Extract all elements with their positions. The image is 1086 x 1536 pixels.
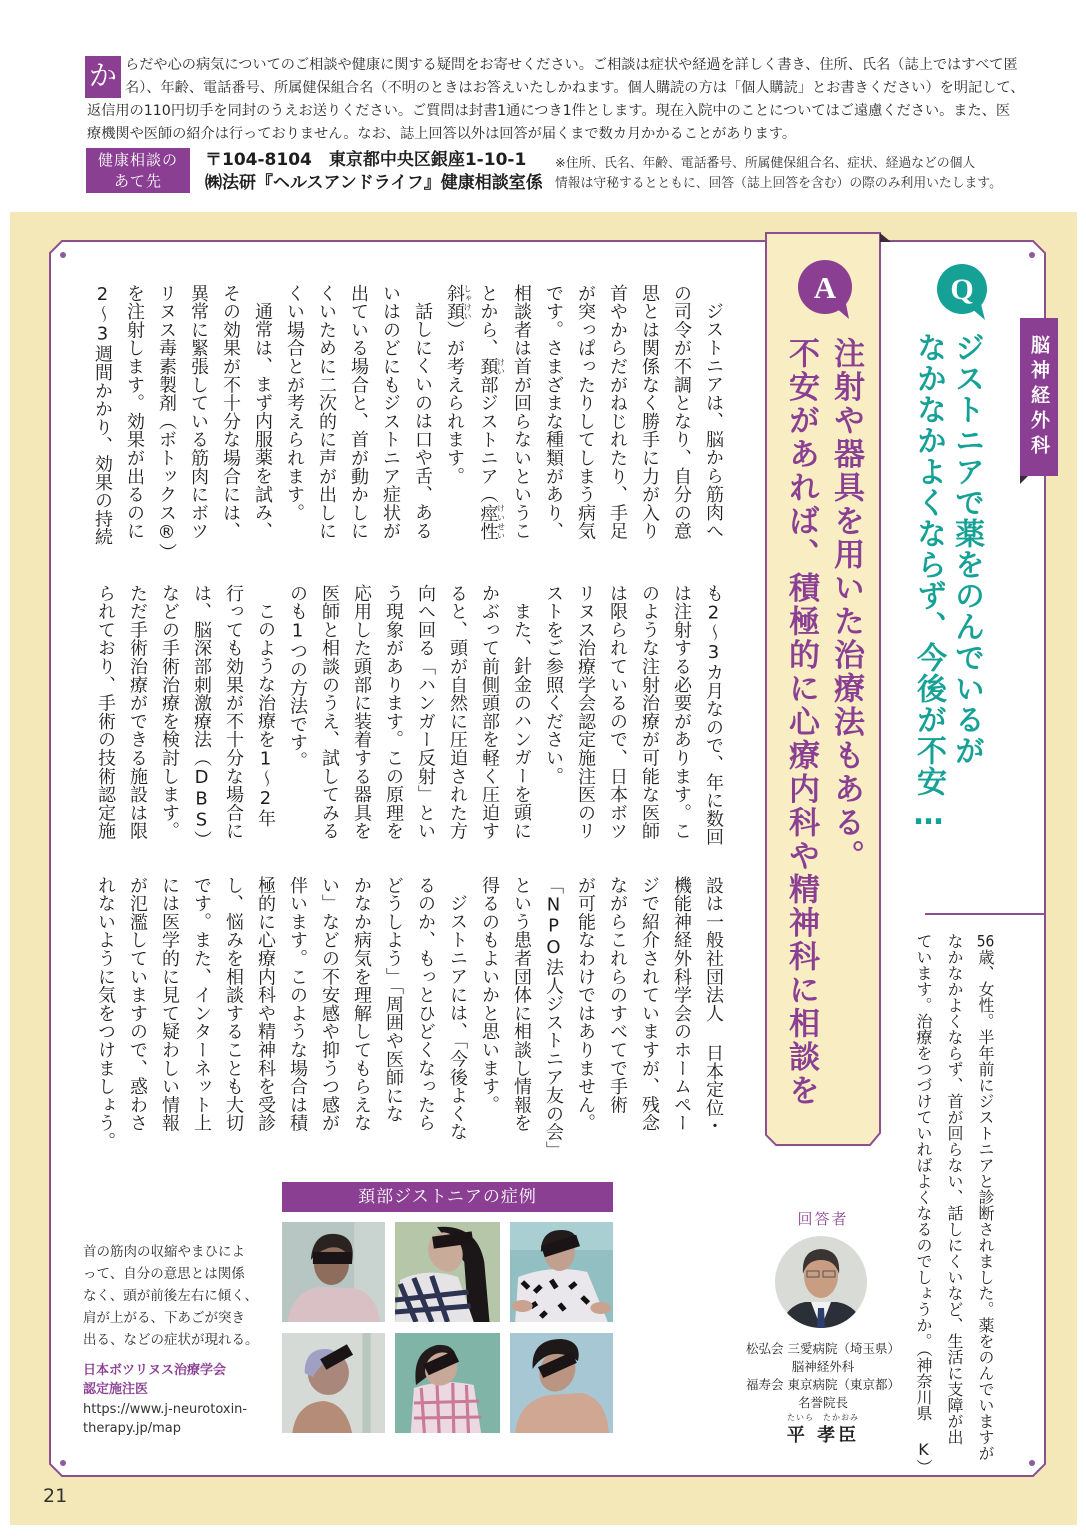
- postal-address: 〒104-8104 東京都中央区銀座1-10-1: [205, 150, 527, 170]
- body-line: このような治療を1〜2年: [255, 602, 276, 828]
- body-line: 思とは関係なく勝手に力が入り: [639, 284, 660, 541]
- department-tag-label: 脳神経外科: [1028, 334, 1050, 460]
- body-line: ジストニアには、「今後よくな: [447, 894, 468, 1142]
- body-line: が氾濫していますので、惑わさ: [127, 876, 148, 1133]
- question-headline-line: なかなかよくならず、今後が不安…: [911, 332, 946, 833]
- society-name: 日本ボツリヌス治療学会: [83, 1363, 227, 1378]
- intro-line: 療機関や医師の紹介は行っておりません。なお、誌上回答以外は回答が届くまで数カ月かかることがあります。: [87, 126, 797, 142]
- body-line: 応用した頭部に装着する器具を: [351, 584, 372, 841]
- body-line: ると、頭が自然に圧迫された方: [447, 584, 468, 841]
- recipient-address: ㈱法研『ヘルスアンドライフ』健康相談室係: [205, 173, 543, 193]
- body-line: を注射します。効果が出るのに: [124, 284, 145, 541]
- figure-caption-line: 出る、などの症状が現れる。: [83, 1332, 259, 1348]
- answer-body-block-2: [89, 584, 729, 850]
- body-line: リヌス治療学会認定施注医のリ: [575, 584, 596, 841]
- answer-badge-icon: [797, 259, 859, 323]
- body-line: 得るのもよいかと思います。: [479, 876, 500, 1114]
- body-line: は、脳深部刺激療法（DBS）: [191, 584, 212, 850]
- body-line: 出ている場合と、首が動かしに: [348, 284, 369, 541]
- body-line: ながらこれらのすべてで手術: [607, 876, 628, 1114]
- body-line: られており、手術の技術認定施: [95, 584, 116, 841]
- body-line: 設は一般社団法人 日本定位・: [703, 876, 724, 1136]
- body-line: 2〜3週間かかり、効果の持続: [92, 284, 113, 547]
- body-line: どうしよう」「周囲や医師にな: [383, 876, 404, 1124]
- department-tag: [1020, 318, 1058, 476]
- body-line: くい場合とが考えられます。: [284, 284, 305, 522]
- body-line: ただ手術治療ができる施設は限: [127, 584, 148, 841]
- page-number: 21: [43, 1485, 68, 1507]
- figure-caption-line: 首の筋肉の収縮やまひによ: [83, 1244, 245, 1260]
- case-photo: [510, 1333, 613, 1433]
- body-line: かぶって前側頭部を軽く圧迫す: [479, 584, 500, 841]
- body-line: 医師と相談のうえ、試してみる: [319, 584, 340, 841]
- intro-line: 返信用の110円切手を同封のうえお送りください。ご質問は封書1通につき1件とします。現在入院中のことについてはご遠慮ください。また、医: [87, 103, 1011, 119]
- case-photo: [510, 1222, 613, 1322]
- body-line: くいために二次的に声が出しに: [316, 284, 337, 541]
- body-line: し、悩みを相談することも大切: [223, 876, 244, 1133]
- body-line: 異常に緊張している筋肉にボツ: [188, 284, 209, 541]
- body-line: ジストニアは、脳から筋肉へ: [703, 302, 724, 540]
- body-line: るのか、もっとひどくなったら: [415, 876, 436, 1133]
- answerer-affiliation: 脳神経外科: [791, 1359, 855, 1374]
- body-line: も2〜3カ月なので、年に数回: [703, 584, 724, 847]
- body-line: です。さまざまな種類があり、: [543, 284, 564, 541]
- case-photo: [282, 1333, 385, 1433]
- figure-caption-line: なく、頭が前後左右に傾く、: [83, 1288, 258, 1304]
- answerer-label: 回答者: [797, 1210, 849, 1228]
- question-headline: [909, 332, 985, 852]
- privacy-note-line: ※住所、氏名、年齢、電話番号、所属健保組合名、症状、経過などの個人: [555, 156, 976, 171]
- ruby-annotation: 痙性けいせい: [477, 503, 506, 541]
- body-line: 向へ回る「ハンガー反射」とい: [415, 584, 436, 841]
- answerer-affiliation: 松弘会 三愛病院（埼玉県）: [746, 1341, 900, 1356]
- case-photo: [282, 1222, 385, 1322]
- answerer-name-reading: たいら たかおみ: [787, 1413, 859, 1422]
- body-line: 伴います。このような場合は積: [287, 876, 308, 1133]
- body-line: 話しにくいのは口や舌、ある: [412, 302, 433, 540]
- ruby-annotation: 頚けい: [477, 357, 506, 376]
- answer-body-block-3: [89, 876, 729, 1160]
- answerer-photo: [775, 1236, 867, 1328]
- answerer-affiliation: 福寿会 東京病院（東京都）: [746, 1377, 900, 1392]
- body-line: れないように気をつけましょう。: [95, 876, 116, 1151]
- answer-headline: [778, 337, 868, 1137]
- address-label-line: 健康相談の: [97, 151, 178, 169]
- intro-line: 名）、年齢、電話番号、所属健保組合名（不明のときはお答えいたしかねます。個人購読の方は「個人購読」とお書きください）を明記して、: [125, 80, 1025, 96]
- question-line: なかなかよくならず、首が回らない、話しにくいなど、生活に支障が出: [945, 933, 964, 1445]
- answerer-name: 平 孝臣: [786, 1425, 860, 1446]
- figure-caption-line: 肩が上がる、下あごが突き: [83, 1310, 245, 1326]
- body-line: 通常は、まず内服薬を試み、: [252, 302, 273, 540]
- intro-line: らだや心の病気についてのご相談や健康に関する疑問をお寄せください。ご相談は症状や経過を詳しく書き、住所、氏名（誌上ではすべて匿: [125, 57, 1018, 73]
- society-url: https://www.j-neurotoxin-: [83, 1402, 248, 1417]
- case-photo: [395, 1222, 500, 1322]
- body-line: う現象があります。この原理を: [383, 584, 404, 841]
- body-line: 斜頚しゃけい）が考えられます。: [444, 284, 472, 486]
- body-line: は注射する必要があります。こ: [671, 584, 692, 841]
- answer-headline-line: 不安があれば、積極的に心療内科や精神科に相談を: [783, 337, 819, 1108]
- body-line: という患者団体に相談し情報を: [511, 876, 532, 1133]
- address-label-line: あて先: [113, 172, 162, 190]
- society-url: therapy.jp/map: [83, 1421, 181, 1436]
- body-line: は限られているので、日本ボツ: [607, 584, 628, 841]
- body-line: の司令が不調となり、自分の意: [671, 284, 692, 541]
- body-line: が突っぱったりしてしまう病気: [575, 284, 596, 541]
- svg-text:Q: Q: [950, 273, 974, 306]
- body-line: 行っても効果が不十分な場合に: [223, 584, 244, 841]
- question-badge-icon: [935, 262, 993, 324]
- body-line: また、針金のハンガーを頭に: [511, 602, 532, 840]
- body-line: 機能神経外科学会のホームペー: [671, 876, 692, 1133]
- case-photo: [395, 1333, 500, 1433]
- figure-title: 頚部ジストニアの症例: [282, 1182, 613, 1212]
- body-line: 首やからだがねじれたり、手足: [607, 284, 628, 541]
- body-line: い」などの不安感や抑うつ感が: [319, 876, 340, 1133]
- figure-caption-line: って、自分の意思とは関係: [83, 1266, 245, 1282]
- body-line: リヌス毒素製剤（ボトックス®）: [156, 284, 177, 562]
- body-line: 極的に心療内科や精神科を受診: [255, 876, 276, 1133]
- privacy-note-line: 情報は守秘するとともに、回答（誌上回答を含む）の際のみ利用いたします。: [555, 176, 1002, 191]
- answerer-title: 名誉院長: [797, 1395, 848, 1410]
- ruby-annotation: 斜頚しゃけい: [444, 284, 472, 321]
- body-line: その効果が不十分な場合には、: [220, 284, 241, 541]
- question-line: ています。治療をつづけていればよくなるのでしょうか。（神奈川県 K）: [914, 933, 933, 1475]
- question-line: 56歳、女性。半年前にジストニアと診断されました。薬をのんでいますが: [976, 933, 995, 1461]
- body-line: いはのどにもジストニア症状が: [380, 284, 401, 541]
- body-line: が可能なわけではありません。: [575, 876, 596, 1133]
- answer-headline-line: 注射や器具を用いた治療法もある。: [828, 337, 864, 873]
- body-line: ストをご参照ください。: [543, 584, 564, 786]
- body-line: のような注射治療が可能な医師: [639, 584, 660, 841]
- body-line: かなか病気を理解してもらえな: [351, 876, 372, 1133]
- body-line: とから、頚けい部ジストニア（痙性けいせい: [477, 284, 506, 541]
- answer-body-block-1: [89, 284, 729, 562]
- body-line: です。また、インターネット上: [191, 876, 212, 1133]
- body-line: のも1つの方法です。: [287, 584, 308, 770]
- body-line: 「NPO法人ジストニア友の会」: [543, 876, 564, 1160]
- body-line: ジで紹介されていますが、残念: [639, 876, 660, 1133]
- svg-text:A: A: [813, 270, 837, 305]
- body-line: には医学的に見て疑わしい情報: [159, 876, 180, 1133]
- question-headline-line: ジストニアで薬をのんでいるが: [949, 332, 984, 766]
- body-line: などの手術治療を検討します。: [159, 584, 180, 841]
- dropcap-badge: か: [85, 56, 121, 98]
- body-line: 相談者は首が回らないというこ: [511, 284, 532, 541]
- society-name: 認定施注医: [83, 1382, 149, 1397]
